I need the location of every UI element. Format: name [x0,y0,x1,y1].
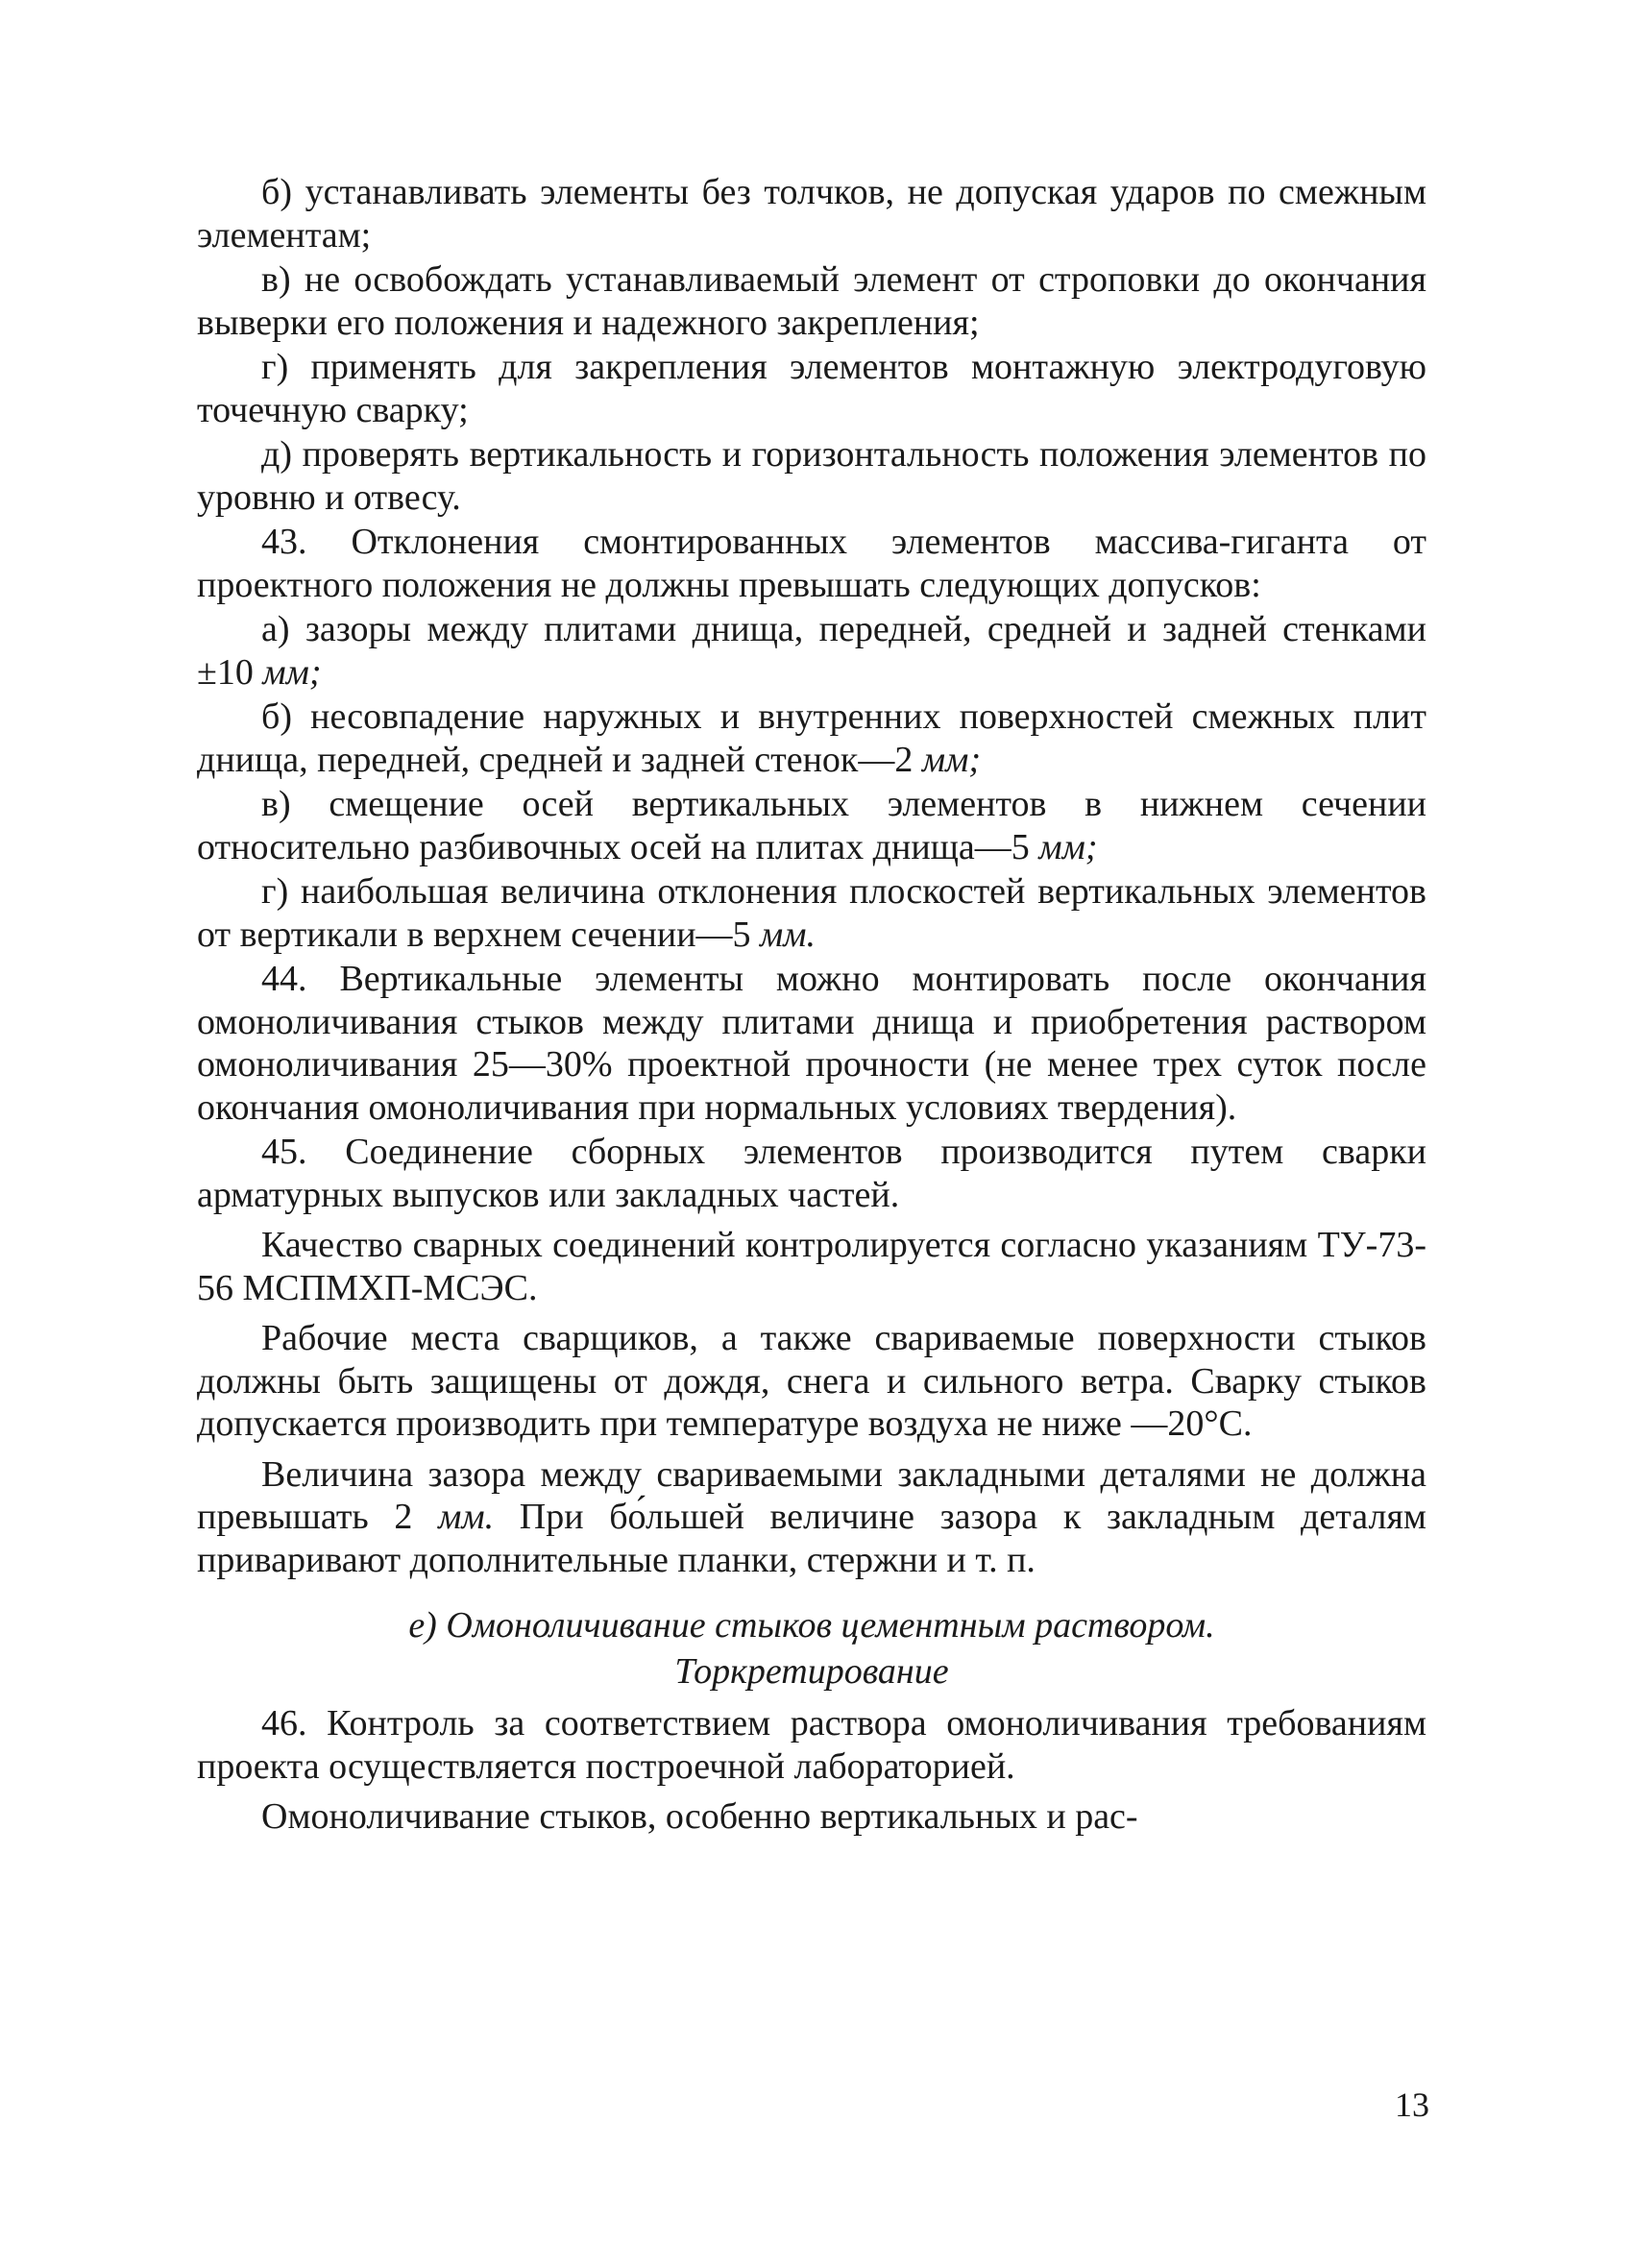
unit-mm: мм; [921,739,982,780]
paragraph-b-mismatch-text: б) несовпадение наружных и внутренних поверхностей смежных плит днища, передней, средней и задней стенок—2 [197,696,1426,780]
paragraph-46-control: 46. Контроль за соответствием раствора омоноличивания требованиям проекта осуществляется построечной лабораторией. [197,1703,1426,1787]
paragraph-welder-workplaces: Рабочие места сварщиков, а также свариваемые поверхности стыков должны быть защищены от дождя, снега и сильного ветра. Сварку стыков допускается производить при температуре воздуха не ниже —20°С. [197,1318,1426,1444]
unit-mm: мм. [438,1497,495,1537]
paragraph-g-plane-deviation [197,870,1426,956]
paragraph-v-axis-shift-text: в) смещение осей вертикальных элементов в нижнем сечении относительно разбивочных осей на плитах днища—5 [197,784,1426,867]
paragraph-gap-size [197,1453,1426,1582]
paragraph-g-plane-deviation-text: г) наибольшая величина отклонения плоскостей вертикальных элементов от вертикали в верхнем сечении—5 [197,871,1426,955]
paragraph-weld-quality: Качество сварных соединений контролируется согласно указаниям ТУ-73-56 МСПМХП-МСЭС. [197,1225,1426,1308]
unit-mm: мм; [1038,826,1098,867]
paragraph-43-deviations: 43. Отклонения смонтированных элементов массива-гиганта от проектного положения не должны превышать следующих допусков: [197,522,1426,605]
paragraph-45-joining: 45. Соединение сборных элементов производится путем сварки арматурных выпусков или закладных частей. [197,1132,1426,1215]
section-heading [197,1602,1426,1695]
paragraph-a-gaps [197,608,1426,694]
paragraph-44-vertical-elements: 44. Вертикальные элементы можно монтировать после окончания омоноличивания стыков между плитами днища и приобретения раствором омоноличивания 25—30% проектной прочности (не менее трех суток после окончания омоноличивания при нормальных условиях твердения). [197,959,1426,1128]
section-heading-line-2: Торкретирование [674,1651,949,1692]
paragraph-gap-size-text: Величина зазора между свариваемыми закладными деталями не должна превышать 2 [197,1453,1426,1537]
page-number: 13 [1395,2085,1429,2124]
paragraph-b-mismatch [197,695,1426,781]
paragraph-monolithing-joints: Омоноличивание стыков, особенно вертикальных и рас- [261,1796,1138,1837]
paragraph-gap-size-tail: При бо́льшей величине зазора к закладным деталям приваривают дополнительные планки, стержни и т. п. [197,1497,1426,1580]
paragraph-d-verticality: д) проверять вертикальность и горизонтальность положения элементов по уровню и отвесу. [197,434,1426,518]
unit-mm: мм; [262,651,322,693]
paragraph-v-release: в) не освобождать устанавливаемый элемент от строповки до окончания выверки его положения и надежного закрепления; [197,259,1426,343]
document-page [197,171,1426,1839]
paragraph-a-gaps-text: а) зазоры между плитами днища, передней, средней и задней стенками ±10 [197,609,1426,693]
section-heading-line-1: е) Омоноличивание стыков цементным раствором. [408,1605,1215,1646]
paragraph-v-axis-shift [197,783,1426,868]
unit-mm: мм. [760,914,816,955]
paragraph-g-welding: г) применять для закрепления элементов монтажную электродуговую точечную сварку; [197,347,1426,430]
paragraph-b-install: б) устанавливать элементы без толчков, не допуская ударов по смежным элементам; [197,172,1426,256]
